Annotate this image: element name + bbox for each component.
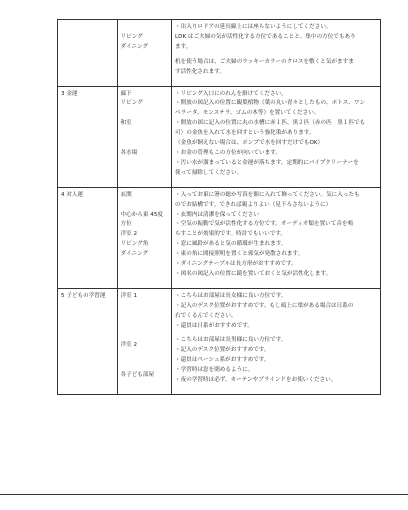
section-title: 4 対人運 [58,187,118,288]
note-line: 使って掃除してください。 [175,169,243,176]
note-line: ・窓に風鈴があると気の循環が生まれます。 [175,241,287,248]
place-label: 洋室 1 [120,292,138,299]
section-title: 5 子どもの学習運 [58,288,118,394]
notes-cell [172,187,381,288]
note-line: ・玄関内は清潔を保ってください [175,211,259,218]
table-row [58,20,381,87]
place-label: リビング [120,100,143,107]
place-label [121,23,169,33]
note-line: ・夜の学習時は必ず、カーテンやブラインドをお使いください。 [175,377,337,384]
note-line: （金魚が飼えない場合は、ポンプで水を回すだけでもOK） [175,140,324,147]
note-line: ・記入のデスク位置がおすすめです。 [175,347,270,354]
spacer [175,386,377,391]
place-label: ダイニング [120,251,149,258]
place-label [121,322,169,332]
note-line: ・還員はペーシュ系がおすすめです。 [175,357,270,364]
note-line: 机を使う場合は、ご夫婦のラッキーカラーのクロスを敷くと気がますま [175,58,354,65]
place-label: ダイニング [120,43,149,50]
advice-table [57,19,381,395]
note-line: らすことが効果的です。時計でもいいです。 [175,231,287,238]
note-line: ・出入りロドアの延長線上には座らないようにしてください。 [175,24,332,30]
note-line: ・図名の図記入の位置に鏡を置いておくと気が活性化します。 [175,270,332,277]
section-title: 3 金運 [58,86,118,187]
place-label: 方位 [120,221,132,228]
page-bottom-rule [0,494,408,495]
note-line: ・還員は日系がおすすめです。 [175,322,253,329]
place-label [121,109,169,119]
note-line: 可）の金魚を入れて水を回すという強化策があります。 [175,130,315,137]
place-label: 洋室 2 [120,231,138,238]
notes-cell [172,20,381,87]
place-label [121,201,169,211]
spacer [175,280,377,285]
note-line: ・記入のデスク位置がおすすめです。もし頭上に梁がある場合は日系の [175,302,354,309]
place-label [121,129,169,139]
note-line: LDK はご夫婦の気が活性化する方位であることと、集中の方位でもあり [175,33,356,40]
table-row [58,187,381,288]
note-line: ・学習時は窓を閉めるように。 [175,367,254,374]
place-label [121,312,169,322]
place-label: 廊下 [120,90,132,97]
places-cell [117,86,172,187]
spacer [175,179,377,184]
spacer [175,78,377,83]
note-line: ・空気の振動で気が活性化する方位です。オーディオ類を置いて音を鳴 [175,221,354,228]
section-title [58,20,118,87]
note-line: ・東の角に間接照明を置くと邪気が発散されます。 [175,251,304,258]
note-line: ・開放の図に記入の位置に丸の水槽に赤１匹、黒２匹（赤の匹 黒１匹でも [175,120,366,127]
table-row [58,86,381,187]
place-label: 各水場 [120,149,138,156]
note-line: ・入ってお東に箸の総か写真を額に入れて飾ってください。気に入ったも [175,191,360,198]
place-label [121,351,169,361]
note-line: ・こちらはお部屋は長女様に良い方位です。 [175,292,287,299]
place-label: 中心から東 45度 [120,211,164,218]
place-label: 玄関 [120,191,132,198]
place-label [121,331,169,341]
place-label: リビング [120,33,143,40]
note-line: ・汚い水が溜まっていると金運が落ちます。定期的にパイプクリーナーを [175,159,359,166]
places-cell [117,288,172,394]
note-line: のでお結構です。できれば親よりよい（見下ろさないように） [175,201,332,208]
note-line: 右でくるんでください。 [175,312,237,319]
place-label: リビング角 [120,241,149,248]
note-line: ベラータ、モンステラ、ゴムの木等）を置いてください。 [175,110,320,117]
place-label: 各子ども部屋 [120,372,155,379]
note-line: ・こちらはお部屋は長男様に良い方位です。 [175,337,287,344]
place-label [121,139,169,149]
note-line: す活性化されます。 [175,68,225,75]
note-line: ・リビング入口にのれんを掛けてください。 [175,90,287,97]
note-line: ・ダイニングテーブルは長方形がおすすめです。 [175,261,297,268]
place-label [121,302,169,312]
notes-cell [172,86,381,187]
notes-cell [172,288,381,394]
places-cell [117,20,172,87]
table-row [58,288,381,394]
note-line: ・開放の図記入の位置に観葉植物（葉の丸い青々としたもの、ポトス、ワン [175,100,366,107]
places-cell [117,187,172,288]
place-label [121,361,169,371]
place-label: 和室 [120,120,132,127]
note-line: ます。 [175,43,192,50]
place-label: 洋室 2 [120,342,138,349]
note-line: ・お金の管理もこの方位が向いています。 [175,149,281,156]
